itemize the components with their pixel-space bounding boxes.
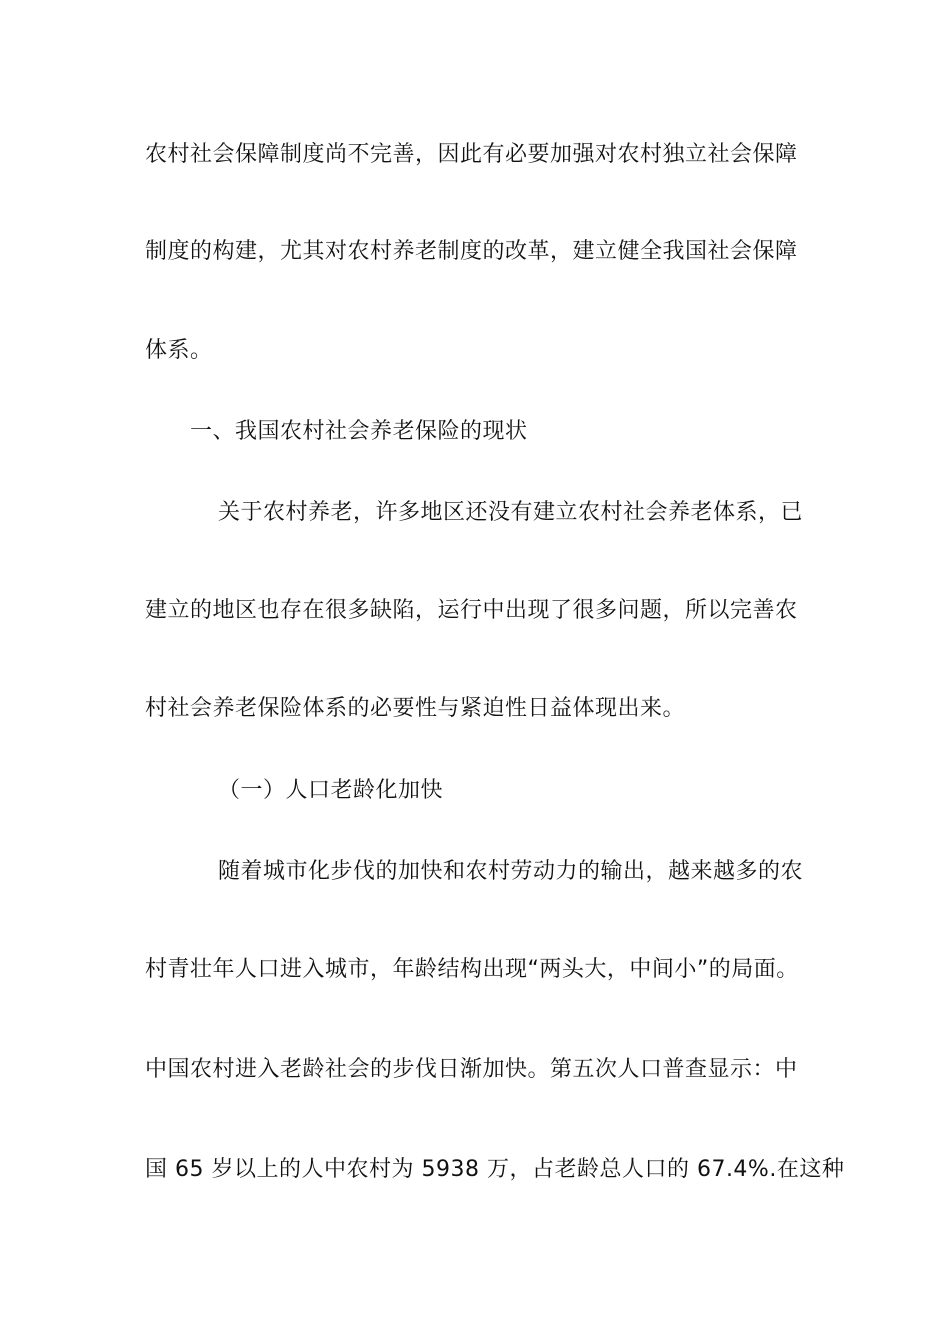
paragraph-line: 村青壮年人口进入城市，年龄结构出现“两头大，中间小”的局面。 xyxy=(145,957,799,982)
paragraph-line: 建立的地区也存在很多缺陷，运行中出现了很多问题，所以完善农 xyxy=(145,598,798,623)
paragraph-line: 制度的构建，尤其对农村养老制度的改革，建立健全我国社会保障 xyxy=(145,239,798,264)
paragraph-line: 国 65 岁以上的人中农村为 5938 万，占老龄总人口的 67.4%.在这种 xyxy=(145,1157,845,1182)
paragraph-line: 村社会养老保险体系的必要性与紧迫性日益体现出来。 xyxy=(145,696,686,721)
paragraph-line: 随着城市化步伐的加快和农村劳动力的输出，越来越多的农 xyxy=(218,859,804,884)
paragraph-line: 关于农村养老，许多地区还没有建立农村社会养老体系，已 xyxy=(218,500,804,525)
subsection-heading: （一）人口老龄化加快 xyxy=(218,778,444,803)
section-heading: 一、我国农村社会养老保险的现状 xyxy=(190,419,528,444)
paragraph-line: 农村社会保障制度尚不完善，因此有必要加强对农村独立社会保障 xyxy=(145,142,798,167)
paragraph-line: 体系。 xyxy=(145,338,213,363)
paragraph-line: 中国农村进入老龄社会的步伐日渐加快。第五次人口普查显示：中 xyxy=(145,1057,798,1082)
